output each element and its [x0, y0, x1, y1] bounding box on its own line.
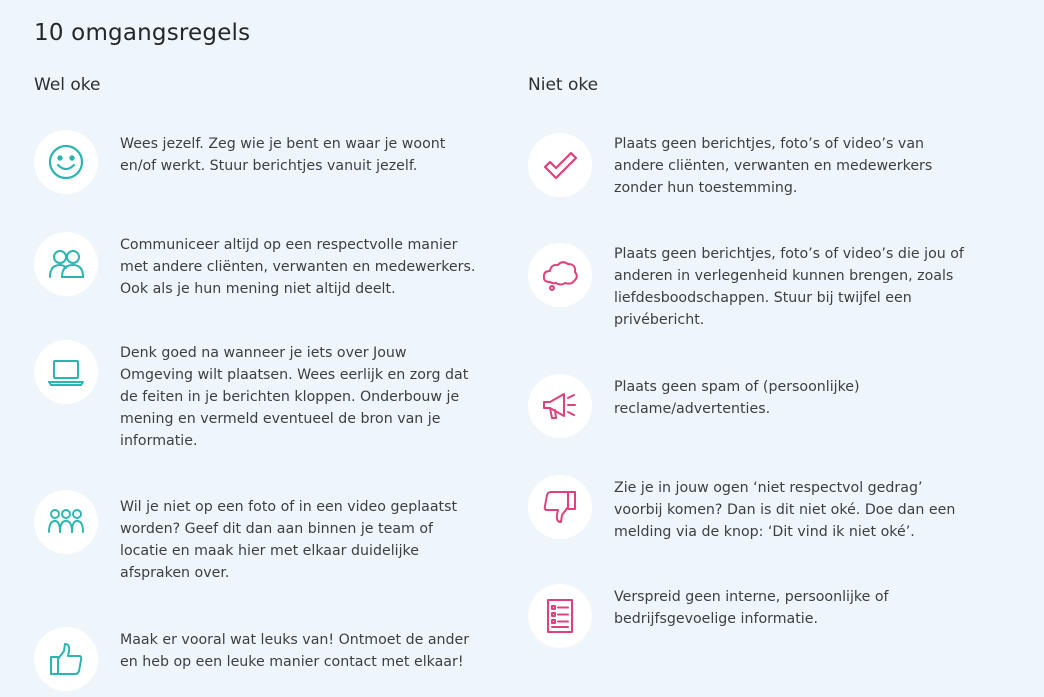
niet-rule-2-text: Plaats geen berichtjes, foto’s of video’s die jou of anderen in verlegenheid kunnen brengen, zoals liefdesboodschappen. Stuur bij twijfel een privébericht.	[614, 246, 964, 328]
megaphone-icon	[540, 386, 580, 426]
thumbs-up-icon	[46, 639, 86, 679]
niet-rule-3-text: Plaats geen spam of (persoonlijke) reclame/advertenties.	[614, 379, 860, 417]
smiley-icon	[46, 142, 86, 182]
wel-rule-2-text: Communiceer altijd op een respectvolle manier met andere cliënten, verwanten en medewerkers. Ook als je hun mening niet altijd deelt.	[120, 237, 476, 297]
two-people-icon	[46, 244, 86, 284]
niet-rule-5-text: Verspreid geen interne, persoonlijke of bedrijfsgevoelige informatie.	[614, 589, 889, 627]
wel-oke-heading: Wel oke	[34, 75, 101, 95]
checkmark-icon	[540, 145, 580, 185]
wel-rule-4-text: Wil je niet op een foto of in een video geplaatst worden? Geef dit dan aan binnen je team of locatie en maak hier met elkaar duidelijke afspraken over.	[120, 499, 458, 581]
thumbs-down-icon	[540, 487, 580, 527]
wel-rule-5-text: Maak er vooral wat leuks van! Ontmoet de ander en heb op een leuke manier contact met elkaar!	[120, 632, 470, 670]
niet-oke-heading: Niet oke	[528, 75, 599, 95]
wel-rule-3-text: Denk goed na wanneer je iets over Jouw Omgeving wilt plaatsen. Wees eerlijk en zorg dat de feiten in je berichten kloppen. Onderbouw je mening en vermeld eventueel de bron van je informatie.	[120, 345, 469, 449]
niet-rule-1-text: Plaats geen berichtjes, foto’s of video’s van andere cliënten, verwanten en medewerkers zonder hun toestemming.	[614, 136, 933, 196]
document-list-icon	[540, 596, 580, 636]
wel-rule-1-text: Wees jezelf. Zeg wie je bent en waar je woont en/of werkt. Stuur berichtjes vanuit jezelf.	[120, 136, 446, 174]
thought-cloud-icon	[540, 255, 580, 295]
niet-rule-4-text: Zie je in jouw ogen ‘niet respectvol gedrag’ voorbij komen? Dan is dit niet oké. Doe dan een melding via de knop: ‘Dit vind ik niet oké’.	[614, 480, 956, 540]
laptop-icon	[46, 352, 86, 392]
page-title: 10 omgangsregels	[34, 20, 251, 46]
group-icon	[46, 502, 86, 542]
